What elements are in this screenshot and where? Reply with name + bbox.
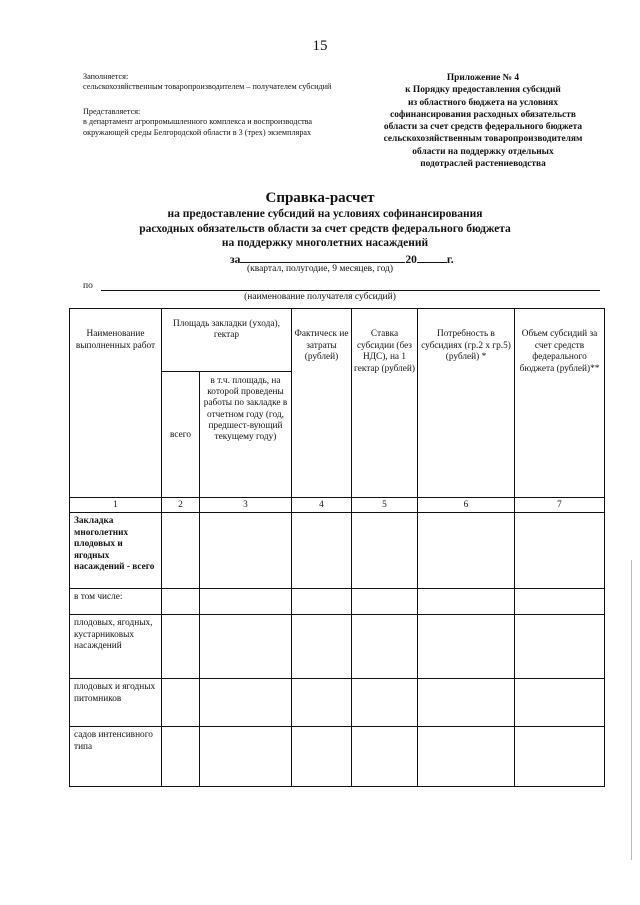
cell-input[interactable] [418,615,515,679]
table-row [70,513,605,589]
appendix-line: области на поддержку отдельных [412,146,554,157]
cell-input[interactable] [200,679,292,727]
cell-input[interactable] [200,615,292,679]
table-row [70,679,605,727]
scan-margin-line [631,560,632,860]
recipient-field[interactable] [101,290,600,291]
cell-input[interactable] [515,679,605,727]
cell-input[interactable] [418,727,515,787]
cell-input[interactable] [292,513,352,589]
cell-input[interactable] [515,727,605,787]
filled-by-text: сельскохозяйственным товаропроизводителем – получателем субсидий [83,82,332,92]
cell-input[interactable] [418,589,515,615]
cell-input[interactable] [162,679,200,727]
header-federal-volume: Объем субсидий за счет средств федерального бюджета (рублей)** [515,309,605,498]
appendix-heading [352,72,614,170]
column-number: 6 [418,498,515,513]
calculation-table [69,308,605,787]
cell-input[interactable] [292,679,352,727]
subtitle-line: на предоставление субсидий на условиях софинансирования [167,208,483,220]
appendix-line: из областного бюджета на условиях [407,97,559,108]
column-number: 7 [515,498,605,513]
column-number: 5 [352,498,418,513]
table-row [70,589,605,615]
cell-input[interactable] [162,615,200,679]
row-label: садов интенсивного типа [70,727,162,787]
appendix-line: подотраслей растениеводства [420,159,546,170]
po-label: по [83,281,93,291]
submitted-label: Представляется: [83,106,141,116]
page-number: 15 [312,38,328,54]
appendix-line: софинансирования расходных обязательств [390,109,576,120]
cell-input[interactable] [292,615,352,679]
cell-input[interactable] [515,513,605,589]
cell-input[interactable] [200,589,292,615]
cell-input[interactable] [515,615,605,679]
cell-input[interactable] [352,589,418,615]
cell-input[interactable] [352,679,418,727]
cell-input[interactable] [352,513,418,589]
column-number: 3 [200,498,292,513]
cell-input[interactable] [292,727,352,787]
column-number: 4 [292,498,352,513]
recipient-hint: (наименование получателя субсидий) [244,292,396,302]
appendix-line: области за счет средств федерального бюджета [383,122,583,133]
cell-input[interactable] [352,727,418,787]
header-subsidy-need: Потребность в субсидиях (гр.2 х гр.5) (рублей) * [418,309,515,498]
row-label: плодовых и ягодных питомников [70,679,162,727]
appendix-line: Приложение № 4 [446,73,520,83]
period-year-blank[interactable] [417,252,447,263]
row-label: Закладка многолетних плодовых и ягодных насаждений - всего [70,513,162,589]
appendix-line: к Порядку предоставления субсидий [405,85,561,96]
subtitle-line: расходных обязательств области за счет средств федерального бюджета [139,222,511,235]
period-prefix: за [230,254,241,266]
document-subtitle [100,207,550,251]
cell-input[interactable] [515,589,605,615]
column-number: 2 [162,498,200,513]
cell-input[interactable] [200,727,292,787]
period-blank[interactable] [240,252,405,263]
header-area-reporting-year: в т.ч. площадь, на которой проведены работы по закладке в отчетном году (год, предшест-вующий текущему году) [200,372,292,498]
row-label: в том числе: [70,589,162,615]
period-year-prefix: 20 [405,254,417,266]
submitted-text: в департамент агропромышленного комплекса и воспроизводства окружающей среды Белгородской области в 3 (трех) экземплярах [83,117,313,137]
instructions-block [83,72,353,138]
cell-input[interactable] [418,513,515,589]
header-work-name: Наименование выполненных работ [70,309,162,498]
cell-input[interactable] [162,727,200,787]
cell-input[interactable] [200,513,292,589]
cell-input[interactable] [292,589,352,615]
document-title: Справка-расчет [265,190,375,206]
header-subsidy-rate: Ставка субсидии (без НДС), на 1 гектар (рублей) [352,309,418,498]
cell-input[interactable] [418,679,515,727]
row-label: плодовых, ягодных, кустарниковых насаждений [70,615,162,679]
header-area: Площадь закладки (ухода), гектар [162,309,292,372]
subtitle-line: на поддержку многолетних насаждений [221,237,429,250]
filled-by-label: Заполняется: [83,72,129,81]
cell-input[interactable] [352,615,418,679]
period-hint: (квартал, полугодие, 9 месяцев, год) [246,264,394,274]
table-row [70,615,605,679]
header-actual-costs: Фактическ ие затраты (рублей) [292,309,352,498]
header-area-total: всего [162,372,200,498]
cell-input[interactable] [162,513,200,589]
period-suffix: г. [446,254,454,266]
table-row [70,727,605,787]
cell-input[interactable] [162,589,200,615]
appendix-line: сельскохозяйственным товаропроизводителям [383,134,583,145]
column-number: 1 [70,498,162,513]
